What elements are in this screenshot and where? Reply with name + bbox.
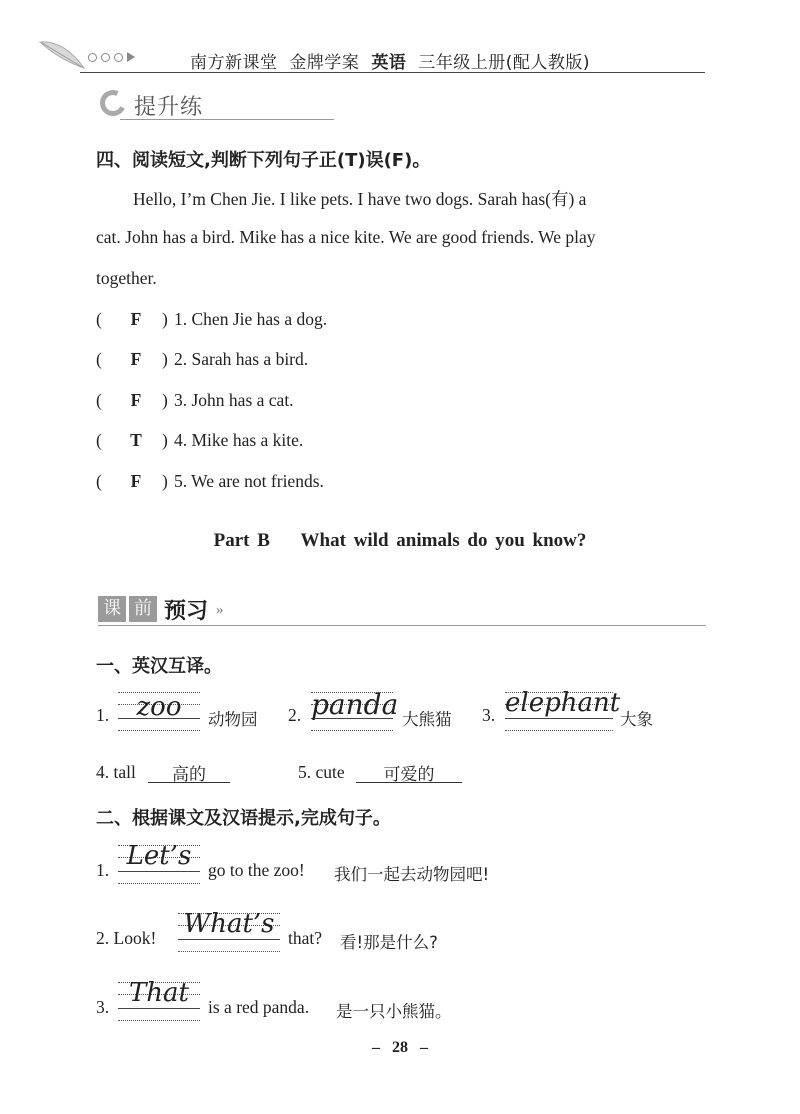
item-number: 3.	[96, 997, 110, 1017]
item-number: 2.	[288, 705, 302, 725]
passage-line: together.	[96, 268, 157, 288]
header-rule	[80, 72, 705, 73]
translate-heading: 一、英汉互译。	[96, 656, 222, 677]
item-number: 3.	[482, 705, 496, 725]
reading-instruction: 四、阅读短文,判断下列句子正(T)误(F)。	[96, 150, 431, 171]
sentence-text: is a red panda.	[208, 997, 310, 1017]
passage-line: Hello, I’m Chen Jie. I like pets. I have two dogs. Sarah has(有) a	[133, 189, 587, 209]
section-title-advanced: 提升练	[100, 88, 240, 122]
double-chevron-icon: »	[216, 602, 221, 618]
handwritten-answer: What’s	[183, 909, 275, 939]
sentence-text: go to the zoo!	[208, 860, 305, 880]
item-number: 1.	[96, 860, 110, 880]
arc-icon	[96, 86, 129, 119]
answer-mark: F	[130, 471, 142, 491]
item-number: 5. cute	[298, 762, 345, 782]
answer-blank: 高的	[148, 760, 230, 783]
chinese-meaning: 大熊猫	[402, 710, 452, 729]
passage-line: cat. John has a bird. Mike has a nice kite. We are good friends. We play	[96, 227, 596, 247]
part-title: Part B What wild animals do you know?	[213, 530, 587, 551]
handwriting-box	[118, 978, 200, 1028]
chinese-hint: 我们一起去动物园吧!	[334, 865, 490, 884]
handwriting-box	[118, 692, 200, 738]
chinese-meaning: 大象	[620, 710, 653, 729]
item-number: 2. Look!	[96, 928, 157, 948]
feather-icon	[38, 38, 88, 72]
page-number: – 28 –	[372, 1039, 428, 1056]
handwriting-box	[118, 841, 200, 891]
answer-blank: 可爱的	[356, 760, 462, 783]
chinese-hint: 看!那是什么?	[340, 933, 438, 952]
answer-mark: F	[130, 309, 142, 329]
sentence-text: that?	[288, 928, 323, 948]
section-title-preview: 课 前 预习 »	[98, 594, 706, 628]
handwritten-answer: zoo	[136, 692, 182, 722]
handwriting-box	[311, 688, 399, 738]
handwritten-answer: elephant	[505, 688, 621, 718]
header-dots	[88, 52, 135, 62]
item-number: 4. tall	[96, 762, 136, 782]
item-number: 1.	[96, 705, 110, 725]
answer-mark: F	[130, 349, 142, 369]
handwriting-box	[505, 688, 621, 738]
chinese-meaning: 动物园	[208, 710, 258, 729]
handwritten-answer: Let’s	[126, 841, 192, 871]
handwritten-answer: That	[128, 978, 190, 1008]
handwriting-box	[178, 909, 280, 959]
handwritten-answer: panda	[311, 688, 399, 721]
complete-heading: 二、根据课文及汉语提示,完成句子。	[96, 808, 391, 829]
answer-mark: T	[130, 430, 142, 450]
chinese-hint: 是一只小熊猫。	[336, 1002, 452, 1021]
answer-mark: F	[130, 390, 142, 410]
running-header: 南方新课堂 金牌学案 英语 三年级上册(配人教版)	[190, 53, 590, 73]
